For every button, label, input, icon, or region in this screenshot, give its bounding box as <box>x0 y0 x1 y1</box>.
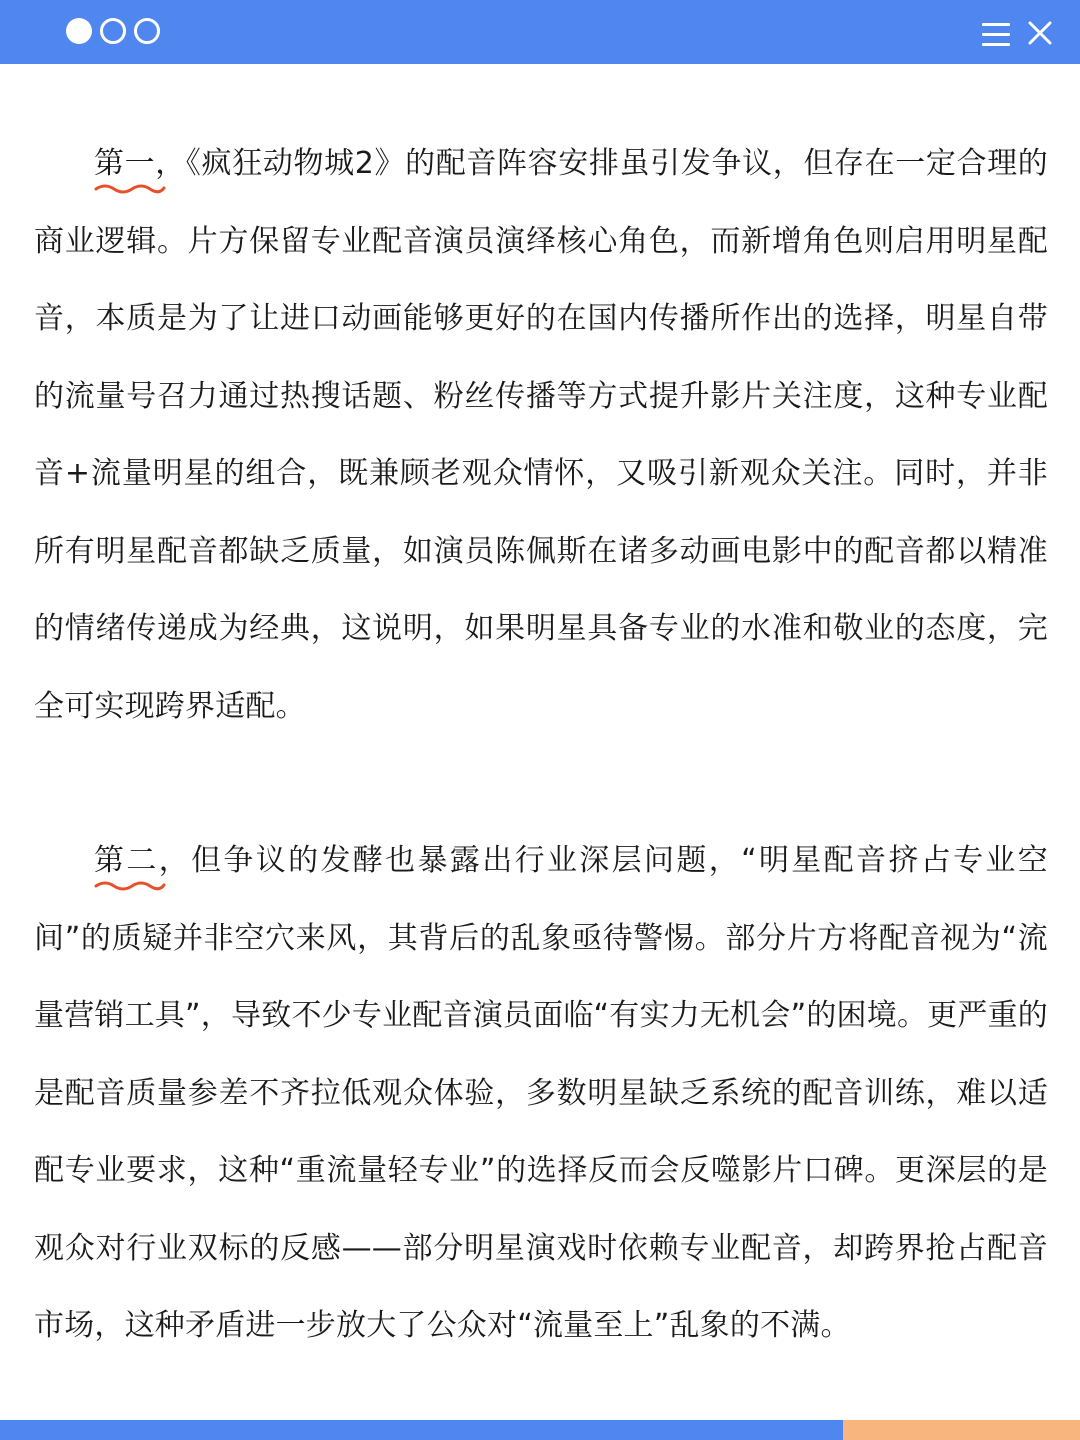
paragraph-first <box>34 125 1048 745</box>
paragraph-lead-text: 第二， <box>94 843 192 878</box>
footer-bar-orange <box>843 1420 1080 1440</box>
window-dot-icon <box>134 18 160 44</box>
article-body <box>34 125 1048 1365</box>
paragraph-lead <box>94 146 186 181</box>
header-bar <box>0 0 1080 64</box>
window-dot-icon <box>100 18 126 44</box>
footer-bar-blue <box>0 1420 843 1440</box>
paragraph-lead <box>94 843 191 878</box>
paragraph-text: 《疯狂动物城2》的配音阵容安排虽引发争议，但存在一定合理的商业逻辑。片方保留专业配音演员演绎核心角色，而新增角色则启用明星配音，本质是为了让进口动画能够更好的在国内传播所作出的选择，明星自带的流量号召力通过热搜话题、粉丝传播等方式提升影片关注度，这种专业配音+流量明星的组合，既兼顾老观众情怀，又吸引新观众关注。同时，并非所有明星配音都缺乏质量，如演员陈佩斯在诸多动画电影中的配音都以精准的情绪传递成为经典，这说明，如果明星具备专业的水准和敬业的态度，完全可实现跨界适配。 <box>34 146 1049 724</box>
paragraph-lead-text: 第一， <box>94 146 186 181</box>
hamburger-menu-icon[interactable] <box>982 21 1012 47</box>
squiggle-underline-icon <box>94 880 166 892</box>
paragraph-second <box>34 822 1048 1365</box>
window-dot-icon <box>66 18 92 44</box>
squiggle-underline-icon <box>94 183 166 195</box>
close-icon[interactable] <box>1026 19 1054 47</box>
paragraph-text: 但争议的发酵也暴露出行业深层问题，“明星配音挤占专业空间”的质疑并非空穴来风，其背后的乱象亟待警惕。部分片方将配音视为“流量营销工具”，导致不少专业配音演员面临“有实力无机会”的困境。更严重的是配音质量参差不齐拉低观众体验，多数明星缺乏系统的配音训练，难以适配专业要求，这种“重流量轻专业”的选择反而会反噬影片口碑。更深层的是观众对行业双标的反感——部分明星演戏时依赖专业配音，却跨界抢占配音市场，这种矛盾进一步放大了公众对“流量至上”乱象的不满。 <box>34 843 1048 1343</box>
